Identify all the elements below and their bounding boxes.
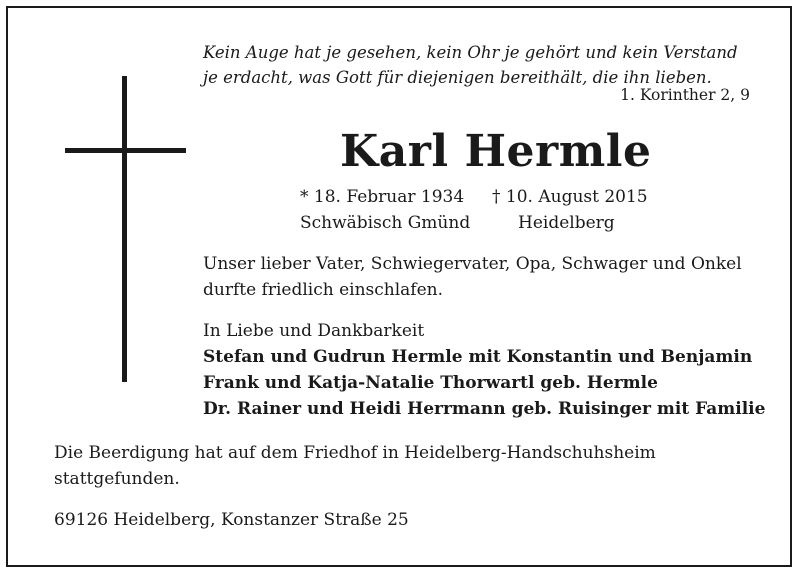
- announcement-line-1: Unser lieber Vater, Schwiegervater, Opa, Schwager und Onkel: [203, 254, 742, 274]
- announcement-line-2: durfte friedlich einschlafen.: [203, 280, 444, 300]
- burial-line-2: stattgefunden.: [54, 469, 180, 489]
- announcement-text: [203, 251, 763, 303]
- birth-place: Schwäbisch Gmünd: [300, 213, 471, 233]
- deceased-name: Karl Hermle: [340, 126, 652, 177]
- cross-vertical-bar: [122, 76, 127, 382]
- cross-horizontal-bar: [65, 148, 186, 153]
- death-date: † 10. August 2015: [492, 187, 648, 207]
- quote-line-2: je erdacht, was Gott für diejenigen bereithält, die ihn lieben.: [203, 68, 712, 87]
- quote-reference: 1. Korinther 2, 9: [620, 86, 750, 104]
- burial-line-1: Die Beerdigung hat auf dem Friedhof in Heidelberg-Handschuhsheim: [54, 443, 656, 463]
- mourner-line: Stefan und Gudrun Hermle mit Konstantin und Benjamin: [203, 347, 753, 367]
- burial-notice: [54, 440, 714, 492]
- life-dates: [300, 184, 648, 236]
- mourner-line: Frank und Katja-Natalie Thorwartl geb. Hermle: [203, 373, 658, 393]
- mourners-list: [203, 344, 783, 422]
- mourner-line: Dr. Rainer und Heidi Herrmann geb. Ruisinger mit Familie: [203, 399, 766, 419]
- mourners-intro: In Liebe und Dankbarkeit: [203, 321, 425, 341]
- quote-line-1: Kein Auge hat je gesehen, kein Ohr je gehört und kein Verstand: [203, 43, 738, 62]
- bible-quote: [203, 40, 763, 90]
- death-place: Heidelberg: [518, 213, 615, 233]
- birth-date: * 18. Februar 1934: [300, 187, 465, 207]
- family-address: 69126 Heidelberg, Konstanzer Straße 25: [54, 510, 409, 530]
